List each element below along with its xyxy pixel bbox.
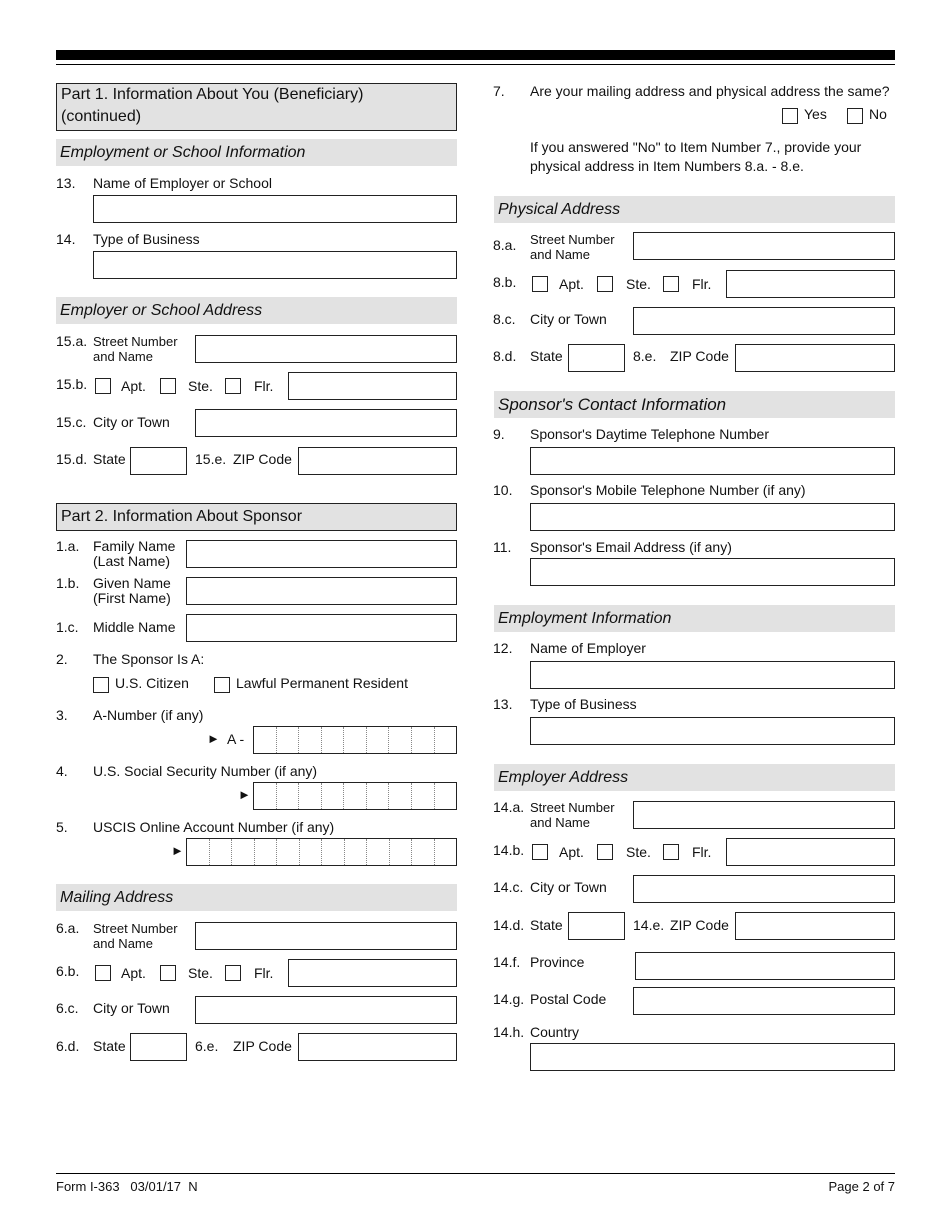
flr-checkbox-15b[interactable] — [225, 378, 241, 394]
q5-label: USCIS Online Account Number (if any) — [93, 819, 335, 835]
q9-number: 9. — [493, 426, 505, 442]
same-address-no-checkbox[interactable] — [847, 108, 863, 124]
q8c-label: City or Town — [530, 311, 607, 327]
q8b-number: 8.b. — [493, 274, 517, 290]
ste-label-15b: Ste. — [188, 378, 213, 394]
q6c-label: City or Town — [93, 1000, 170, 1016]
employment-info-section-header: Employment Information — [494, 605, 895, 632]
arrow-right-icon: ► — [171, 843, 184, 858]
zip-input-14e[interactable] — [735, 912, 895, 940]
q13-label: Name of Employer or School — [93, 175, 272, 191]
q6a-label-line2: and Name — [93, 936, 153, 951]
state-input-8d[interactable] — [568, 344, 625, 372]
q1a-label — [93, 539, 175, 569]
apt-label-8b: Apt. — [559, 276, 584, 292]
given-name-input[interactable] — [186, 577, 457, 605]
unit-number-input-8b[interactable] — [726, 270, 895, 298]
apt-checkbox-6b[interactable] — [95, 965, 111, 981]
family-name-input[interactable] — [186, 540, 457, 568]
us-citizen-checkbox[interactable] — [93, 677, 109, 693]
ste-label-14b: Ste. — [626, 844, 651, 860]
sponsor-contact-section-header: Sponsor's Contact Information — [494, 391, 895, 418]
street-input-15a[interactable] — [195, 335, 457, 363]
sponsor-business-type-input[interactable] — [530, 717, 895, 745]
part1-title: Part 1. Information About You (Beneficiary) — [61, 86, 364, 103]
footer-rule — [56, 1173, 895, 1174]
sponsor-employer-input[interactable] — [530, 661, 895, 689]
q1a-label-line2: (Last Name) — [93, 553, 171, 569]
part1-header — [56, 83, 457, 131]
q6a-label-line1: Street Number — [93, 921, 178, 936]
ste-checkbox-8b[interactable] — [597, 276, 613, 292]
q14c-number: 14.c. — [493, 879, 524, 895]
q14b-number: 14.b. — [493, 842, 525, 858]
city-input-8c[interactable] — [633, 307, 895, 335]
flr-label-14b: Flr. — [692, 844, 712, 860]
physical-address-section-header: Physical Address — [494, 196, 895, 223]
a-number-prefix: A - — [227, 731, 245, 747]
employer-school-name-input[interactable] — [93, 195, 457, 223]
q12-label: Name of Employer — [530, 640, 646, 656]
q4-number: 4. — [56, 763, 68, 779]
q14c-label: City or Town — [530, 879, 607, 895]
apt-label-6b: Apt. — [121, 965, 146, 981]
q15a-label — [93, 334, 178, 364]
q6c-number: 6.c. — [56, 1000, 79, 1016]
q10-number: 10. — [493, 482, 513, 498]
q7-note-line2: physical address in Item Numbers 8.a. - 8.e. — [530, 158, 804, 174]
a-number-input[interactable] — [253, 726, 457, 754]
part1-subtitle: (continued) — [61, 108, 142, 125]
q6b-number: 6.b. — [56, 963, 80, 979]
type-of-business-input[interactable] — [93, 251, 457, 279]
q8d-number: 8.d. — [493, 348, 517, 364]
q14g-number: 14.g. — [493, 991, 525, 1007]
form-identifier: Form I-363 03/01/17 N — [56, 1179, 198, 1194]
q13b-number: 13. — [493, 696, 513, 712]
middle-name-input[interactable] — [186, 614, 457, 642]
q14d-number: 14.d. — [493, 917, 525, 933]
province-input[interactable] — [635, 952, 895, 980]
city-input-15c[interactable] — [195, 409, 457, 437]
top-rule-thin — [56, 64, 895, 65]
q4-label: U.S. Social Security Number (if any) — [93, 763, 318, 779]
street-input-8a[interactable] — [633, 232, 895, 260]
q8a-label-line1: Street Number — [530, 232, 615, 247]
apt-checkbox-8b[interactable] — [532, 276, 548, 292]
us-citizen-label: U.S. Citizen — [115, 675, 189, 691]
apt-checkbox-14b[interactable] — [532, 844, 548, 860]
q1a-label-line1: Family Name — [93, 538, 176, 554]
q11-number: 11. — [493, 539, 512, 555]
lpr-checkbox[interactable] — [214, 677, 230, 693]
employer-address-section-header: Employer Address — [494, 764, 895, 791]
state-input-14d[interactable] — [568, 912, 625, 940]
q8a-number: 8.a. — [493, 237, 517, 253]
q14e-number: 14.e. — [633, 917, 665, 933]
q6e-number: 6.e. — [195, 1038, 219, 1054]
q1c-label: Middle Name — [93, 619, 176, 635]
q1a-number: 1.a. — [56, 538, 80, 554]
q14a-number: 14.a. — [493, 799, 525, 815]
apt-label-15b: Apt. — [121, 378, 146, 394]
country-input[interactable] — [530, 1043, 895, 1071]
daytime-phone-input[interactable] — [530, 447, 895, 475]
q14f-number: 14.f. — [493, 954, 521, 970]
lpr-label: Lawful Permanent Resident — [236, 675, 408, 691]
email-input[interactable] — [530, 558, 895, 586]
q1c-number: 1.c. — [56, 619, 79, 635]
q15d-label: State — [93, 451, 126, 467]
ste-checkbox-6b[interactable] — [160, 965, 176, 981]
apt-label-14b: Apt. — [559, 844, 584, 860]
street-input-6a[interactable] — [195, 922, 457, 950]
q14e-label: ZIP Code — [670, 917, 729, 933]
same-address-yes-label: Yes — [804, 106, 827, 122]
q8a-label — [530, 232, 615, 262]
city-input-6c[interactable] — [195, 996, 457, 1024]
q8c-number: 8.c. — [493, 311, 516, 327]
q15a-label-line1: Street Number — [93, 334, 178, 349]
q5-number: 5. — [56, 819, 68, 835]
q13b-label: Type of Business — [530, 696, 637, 712]
q8e-number: 8.e. — [633, 348, 657, 364]
q9-label: Sponsor's Daytime Telephone Number — [530, 426, 769, 442]
flr-label-15b: Flr. — [254, 378, 274, 394]
ste-checkbox-14b[interactable] — [597, 844, 613, 860]
flr-checkbox-8b[interactable] — [663, 276, 679, 292]
q15d-number: 15.d. — [56, 451, 88, 467]
ste-checkbox-15b[interactable] — [160, 378, 176, 394]
top-rule-thick — [56, 50, 895, 60]
same-address-yes-checkbox[interactable] — [782, 108, 798, 124]
uscis-account-input[interactable] — [186, 838, 457, 866]
q12-number: 12. — [493, 640, 513, 656]
unit-number-input-15b[interactable] — [288, 372, 457, 400]
q6d-number: 6.d. — [56, 1038, 80, 1054]
q7-number: 7. — [493, 83, 505, 99]
q7-label: Are your mailing address and physical address the same? — [530, 83, 890, 99]
arrow-right-icon: ► — [207, 731, 220, 746]
q1b-label-line1: Given Name — [93, 575, 171, 591]
ste-label-6b: Ste. — [188, 965, 213, 981]
arrow-right-icon: ► — [238, 787, 251, 802]
q14-number: 14. — [56, 231, 76, 247]
flr-checkbox-14b[interactable] — [663, 844, 679, 860]
flr-label-8b: Flr. — [692, 276, 712, 292]
employer-school-address-section-header: Employer or School Address — [56, 297, 457, 324]
q10-label: Sponsor's Mobile Telephone Number (if any) — [530, 482, 806, 498]
page-number: Page 2 of 7 — [828, 1179, 895, 1194]
q8e-label: ZIP Code — [670, 348, 729, 364]
q14d-label: State — [530, 917, 563, 933]
zip-input-15e[interactable] — [298, 447, 457, 475]
q14a-label — [530, 800, 615, 830]
unit-number-input-14b[interactable] — [726, 838, 895, 866]
mailing-address-section-header: Mailing Address — [56, 884, 457, 911]
ssn-input[interactable] — [253, 782, 457, 810]
q13-number: 13. — [56, 175, 76, 191]
q14-label: Type of Business — [93, 231, 200, 247]
zip-input-6e[interactable] — [298, 1033, 457, 1061]
q6d-label: State — [93, 1038, 126, 1054]
q8a-label-line2: and Name — [530, 247, 590, 262]
q15b-number: 15.b. — [56, 376, 88, 392]
part2-header: Part 2. Information About Sponsor — [56, 503, 457, 531]
mobile-phone-input[interactable] — [530, 503, 895, 531]
employment-school-section-header: Employment or School Information — [56, 139, 457, 166]
flr-label-6b: Flr. — [254, 965, 274, 981]
q15c-number: 15.c. — [56, 414, 87, 430]
apt-checkbox-15b[interactable] — [95, 378, 111, 394]
q8d-label: State — [530, 348, 563, 364]
zip-input-8e[interactable] — [735, 344, 895, 372]
q14a-label-line2: and Name — [530, 815, 590, 830]
same-address-no-label: No — [869, 106, 887, 122]
q15a-label-line2: and Name — [93, 349, 153, 364]
q2-label: The Sponsor Is A: — [93, 651, 205, 667]
q3-label: A-Number (if any) — [93, 707, 204, 723]
postal-code-input[interactable] — [633, 987, 895, 1015]
q14g-label: Postal Code — [530, 991, 607, 1007]
q1b-label-line2: (First Name) — [93, 590, 171, 606]
q6a-label — [93, 921, 178, 951]
q6a-number: 6.a. — [56, 920, 80, 936]
state-input-6d[interactable] — [130, 1033, 187, 1061]
street-input-14a[interactable] — [633, 801, 895, 829]
unit-number-input-6b[interactable] — [288, 959, 457, 987]
q15e-label: ZIP Code — [233, 451, 292, 467]
q1b-number: 1.b. — [56, 575, 80, 591]
q2-number: 2. — [56, 651, 68, 667]
flr-checkbox-6b[interactable] — [225, 965, 241, 981]
state-input-15d[interactable] — [130, 447, 187, 475]
q14h-label: Country — [530, 1024, 580, 1040]
ste-label-8b: Ste. — [626, 276, 651, 292]
q15c-label: City or Town — [93, 414, 170, 430]
q14f-label: Province — [530, 954, 585, 970]
q6e-label: ZIP Code — [233, 1038, 292, 1054]
q11-label: Sponsor's Email Address (if any) — [530, 539, 732, 555]
q1b-label — [93, 576, 171, 606]
q14h-number: 14.h. — [493, 1024, 525, 1040]
q15e-number: 15.e. — [195, 451, 227, 467]
q15a-number: 15.a. — [56, 333, 88, 349]
q14a-label-line1: Street Number — [530, 800, 615, 815]
q7-note-line1: If you answered "No" to Item Number 7., provide your — [530, 139, 862, 155]
city-input-14c[interactable] — [633, 875, 895, 903]
q3-number: 3. — [56, 707, 68, 723]
